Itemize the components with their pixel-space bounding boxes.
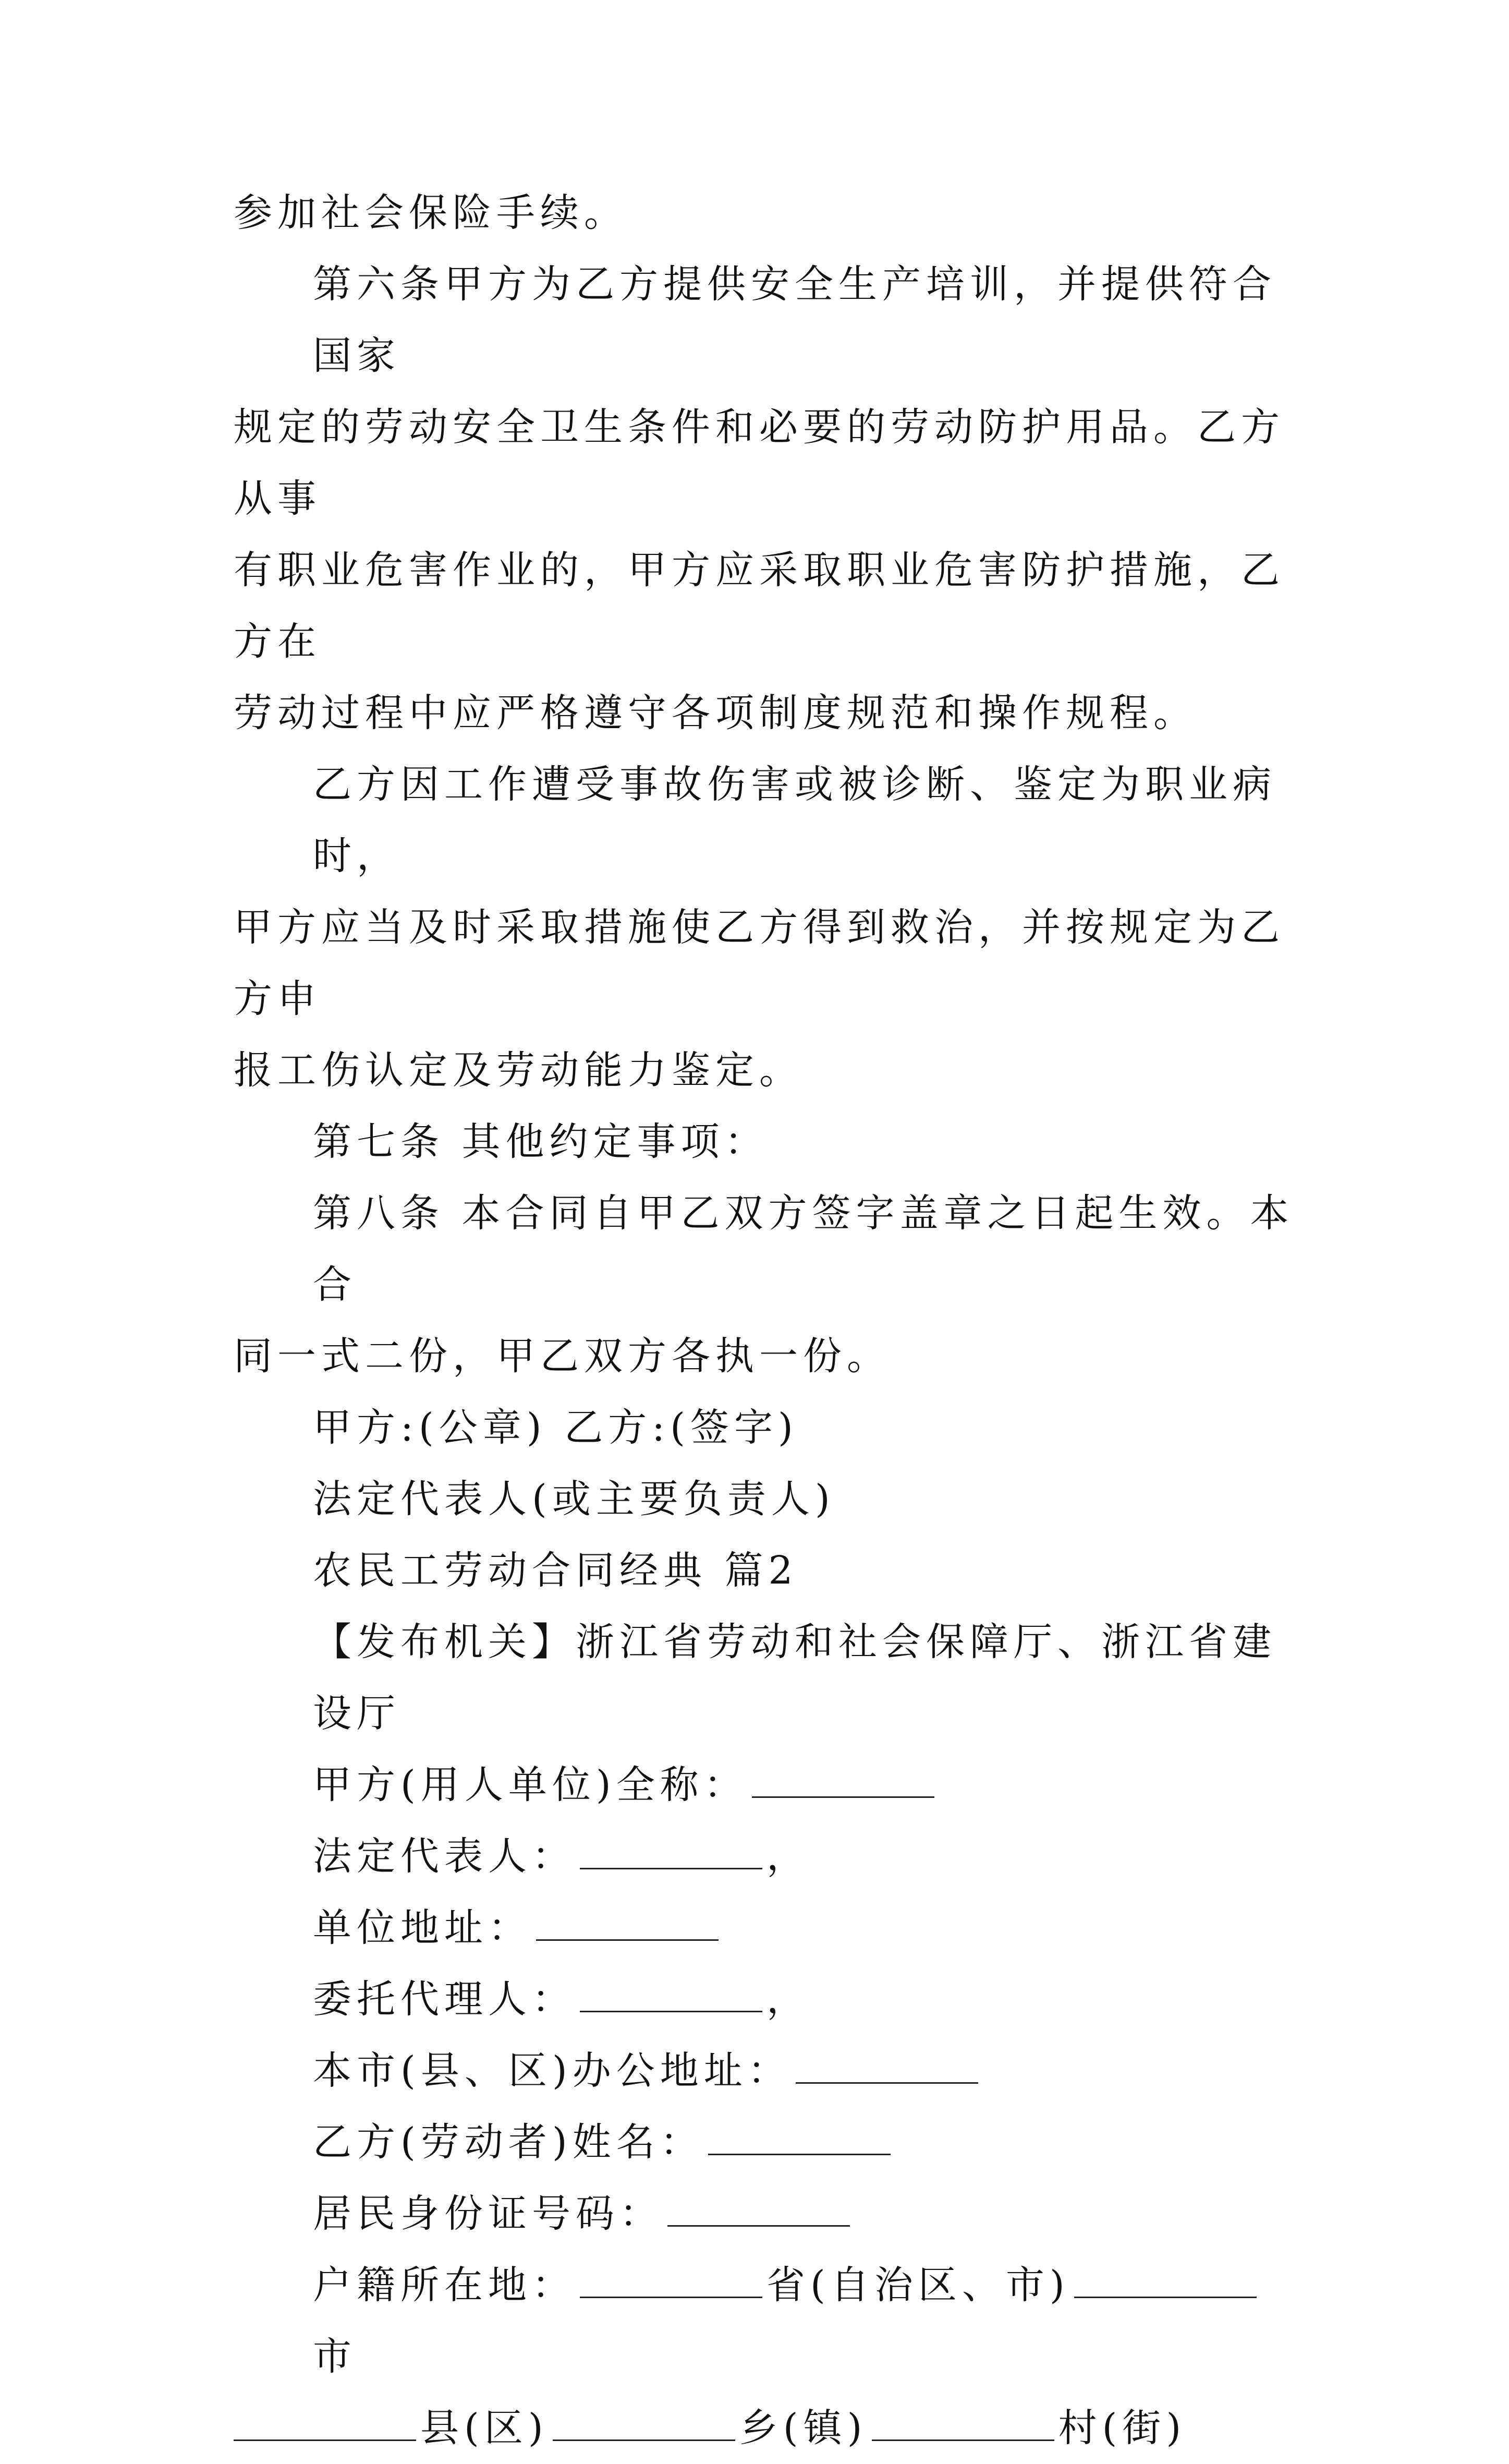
paragraph-social-insurance: 参加社会保险手续。: [234, 190, 628, 235]
article-7: 第七条 其他约定事项：: [313, 1119, 769, 1164]
employer-name-label: 甲方(用人单位)全称：: [313, 1762, 748, 1807]
legal-rep-comma: ，: [766, 1834, 810, 1879]
township-blank[interactable]: [553, 2401, 735, 2441]
province-label: 省(自治区、市): [766, 2263, 1070, 2308]
address-label: 单位地址：: [313, 1905, 532, 1950]
article-6-paragraph: [234, 249, 1297, 749]
worker-name-field: [234, 2107, 1297, 2178]
article-8-line-1: 第八条 本合同自甲乙双方签字盖章之日起生效。本合: [313, 1191, 1294, 1307]
city-label: 市: [313, 2334, 357, 2379]
village-blank[interactable]: [872, 2401, 1054, 2441]
id-number-field: [234, 2178, 1297, 2250]
employer-name-blank[interactable]: [752, 1758, 934, 1798]
address-blank[interactable]: [536, 1901, 719, 1941]
legal-rep-label: 法定代表人：: [313, 1834, 576, 1879]
article-6-line-2: 规定的劳动安全卫生条件和必要的劳动防护用品。乙方从事: [234, 405, 1285, 521]
article-6-line-1: 第六条甲方为乙方提供安全生产培训，并提供符合国家: [313, 262, 1276, 378]
agent-label: 委托代理人：: [313, 1977, 576, 2022]
city-blank[interactable]: [1074, 2258, 1257, 2298]
household-field-line-2: [234, 2393, 1297, 2464]
article-8-paragraph: [234, 1178, 1297, 1392]
local-office-blank[interactable]: [796, 2044, 978, 2084]
article-6-line-3: 有职业危害作业的，甲方应采取职业危害防护措施，乙方在: [234, 548, 1285, 664]
legal-rep-blank[interactable]: [580, 1829, 762, 1869]
document-page: [234, 177, 1297, 2464]
local-office-label: 本市(县、区)办公地址：: [313, 2048, 792, 2093]
injury-line-2: 甲方应当及时采取措施使乙方得到救治，并按规定为乙方申: [234, 905, 1285, 1021]
county-blank[interactable]: [234, 2401, 416, 2441]
article-6-line-4: 劳动过程中应严格遵守各项制度规范和操作规程。: [234, 691, 1197, 735]
agent-comma: ，: [766, 1977, 810, 2022]
worker-name-blank[interactable]: [708, 2115, 891, 2155]
agent-field: [234, 1964, 1297, 2035]
household-field-line-1: [234, 2250, 1297, 2393]
village-label: 村(街): [1058, 2406, 1187, 2450]
id-number-label: 居民身份证号码：: [313, 2191, 663, 2236]
injury-paragraph: [234, 749, 1297, 1106]
issuing-authority: 【发布机关】浙江省劳动和社会保障厅、浙江省建设厅: [313, 1620, 1276, 1736]
address-field: [234, 1892, 1297, 1964]
section-title: 农民工劳动合同经典 篇2: [313, 1548, 798, 1593]
county-label: 县(区): [420, 2406, 549, 2450]
province-blank[interactable]: [580, 2258, 762, 2298]
township-label: 乡(镇): [739, 2406, 868, 2450]
id-number-blank[interactable]: [667, 2187, 850, 2227]
agent-blank[interactable]: [580, 1972, 762, 2012]
article-8-line-2: 同一式二份，甲乙双方各执一份。: [234, 1334, 891, 1379]
legal-rep-field: [234, 1821, 1297, 1892]
injury-line-3: 报工伤认定及劳动能力鉴定。: [234, 1048, 803, 1093]
worker-name-label: 乙方(劳动者)姓名：: [313, 2120, 704, 2165]
employer-name-field: [234, 1749, 1297, 1821]
local-office-field: [234, 2035, 1297, 2107]
household-label: 户籍所在地：: [313, 2263, 576, 2308]
legal-representative-line: 法定代表人(或主要负责人): [313, 1477, 835, 1521]
signature-line: 甲方:(公章) 乙方:(签字): [313, 1405, 798, 1450]
injury-line-1: 乙方因工作遭受事故伤害或被诊断、鉴定为职业病时，: [313, 762, 1276, 878]
